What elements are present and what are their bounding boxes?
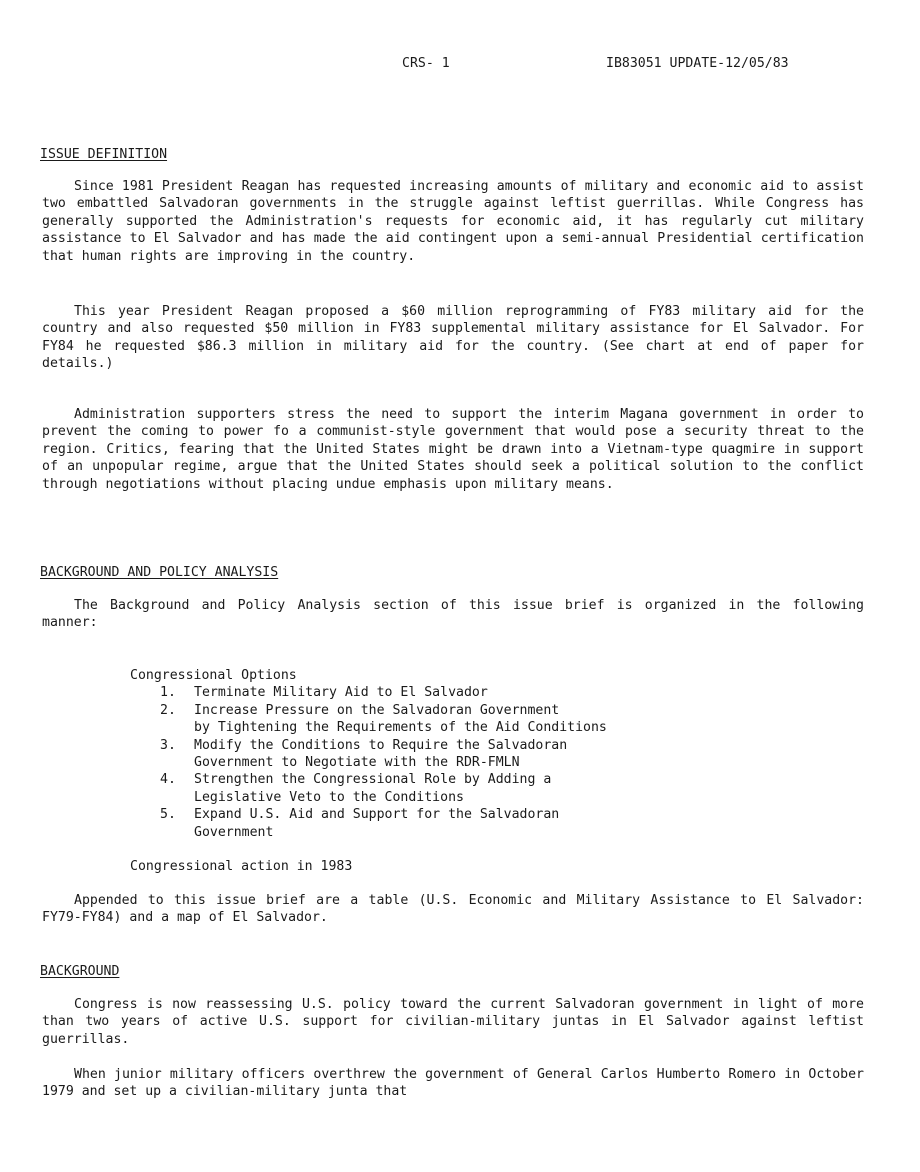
option-line: Expand U.S. Aid and Support for the Salvadoran [194, 807, 560, 823]
option-line: Government [194, 824, 274, 840]
congressional-action-line: Congressional action in 1983 [130, 859, 353, 874]
page-header [0, 55, 920, 75]
background-paragraph-2: When junior military officers overthrew the government of General Carlos Humberto Romero in October 1979 and set up a civilian-military junta that [42, 1067, 864, 1100]
appended-paragraph: Appended to this issue brief are a table (U.S. Economic and Military Assistance to El Salvador: FY79-FY84) and a map of El Salvador. [42, 893, 864, 926]
option-number: 1. [160, 685, 176, 701]
option-line: by Tightening the Requirements of the Aid Conditions [194, 720, 607, 736]
option-number: 3. [160, 737, 176, 753]
background-heading: BACKGROUND [40, 964, 120, 979]
option-line: Terminate Military Aid to El Salvador [194, 685, 488, 701]
issue-brief-id: IB83051 UPDATE-12/05/83 [606, 56, 789, 71]
issue-definition-heading: ISSUE DEFINITION [40, 147, 168, 162]
crs-page-number: CRS- 1 [402, 56, 450, 71]
background-paragraph-1: Congress is now reassessing U.S. policy toward the current Salvadoran government in light of more than two years of active U.S. support for civilian-military juntas in El Salvador against leftist guerrillas. [42, 997, 864, 1047]
option-number: 2. [160, 702, 176, 718]
issue-definition-paragraph-1: Since 1981 President Reagan has requested increasing amounts of military and economic aid to assist two embattled Salvadoran governments in the struggle against leftist guerrillas. While Congress has generally supported the Administration's requests for economic aid, it has regularly cut military assistance to El Salvador and has made the aid contingent upon a semi-annual Presidential certification that human rights are improving in the country. [42, 179, 864, 264]
option-line: Increase Pressure on the Salvadoran Government [194, 702, 560, 718]
option-item [160, 702, 607, 737]
background-policy-heading: BACKGROUND AND POLICY ANALYSIS [40, 565, 279, 580]
option-item [160, 684, 607, 701]
options-list [130, 684, 607, 841]
option-line: Strengthen the Congressional Role by Adding a [194, 772, 552, 788]
option-number: 5. [160, 807, 176, 823]
option-item [160, 771, 607, 806]
option-line: Government to Negotiate with the RDR-FMLN [194, 755, 520, 771]
option-item [160, 806, 607, 841]
congressional-options [130, 667, 607, 841]
issue-definition-paragraph-2: This year President Reagan proposed a $60 million reprogramming of FY83 military aid for the country and also requested $50 million in FY83 supplemental military assistance for El Salvador. For FY84 he requested $86.3 million in military aid for the country. (See chart at end of paper for details.) [42, 304, 864, 372]
option-item [160, 737, 607, 772]
option-line: Modify the Conditions to Require the Salvadoran [194, 737, 568, 753]
background-policy-intro: The Background and Policy Analysis section of this issue brief is organized in the following manner: [42, 598, 864, 631]
option-number: 4. [160, 772, 176, 788]
options-title: Congressional Options [130, 668, 297, 683]
issue-definition-paragraph-3: Administration supporters stress the need to support the interim Magana government in order to prevent the coming to power fo a communist-style government that would pose a security threat to the region. Critics, fearing that the United States might be drawn into a Vietnam-type quagmire in support of an unpopular regime, argue that the United States should seek a political solution to the conflict through negotiations without placing undue emphasis upon military means. [42, 407, 864, 492]
option-line: Legislative Veto to the Conditions [194, 789, 464, 805]
